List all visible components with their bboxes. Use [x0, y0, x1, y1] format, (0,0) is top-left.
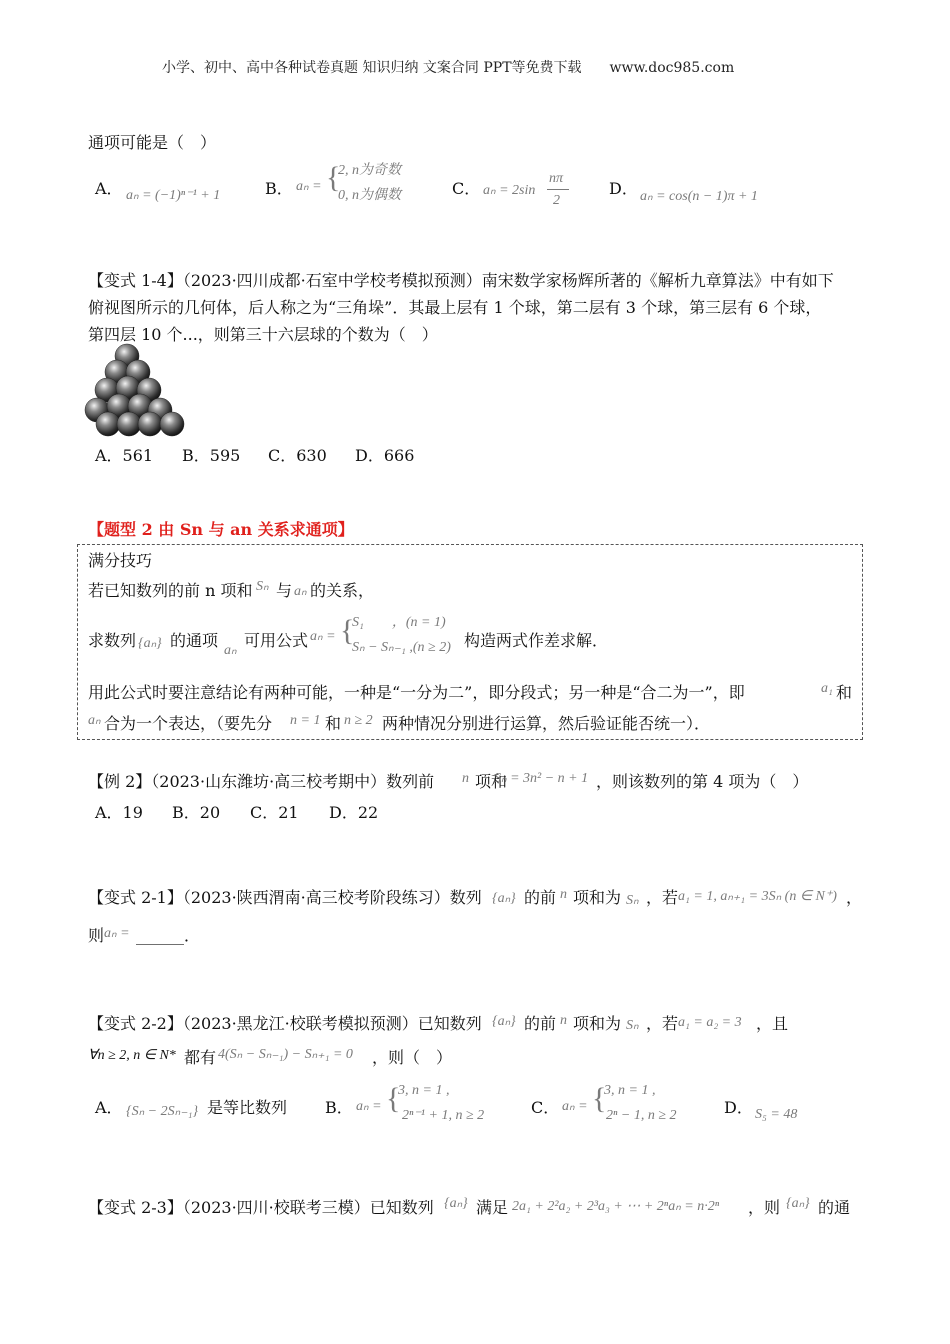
option-c-label: C．: [452, 179, 481, 198]
section-title: 【题型 2 由 Sn 与 an 关系求通项】: [88, 520, 354, 539]
tips-line4-and: 和: [325, 714, 342, 733]
option-b-label: B．: [265, 179, 293, 198]
tips-line2-formula-label: 可用公式: [244, 631, 309, 650]
variant-1-4-option-a: A．561: [95, 446, 154, 465]
variant-2-2-option-b-case2: 2ⁿ⁻¹ + 1, n ≥ 2: [402, 1108, 485, 1123]
variant-2-2-sn: Sₙ: [626, 1018, 639, 1033]
variant-2-2-have: 都有: [184, 1048, 217, 1067]
question-stem: 通项可能是（ ）: [88, 133, 217, 152]
variant-2-1-text3: 项和为: [573, 888, 622, 907]
option-c-lhs: aₙ = 2sin: [483, 183, 536, 198]
example-2-end: ，则该数列的第 4 项为（ ）: [596, 772, 809, 791]
variant-2-2-text3: 项和为: [573, 1014, 622, 1033]
brace-icon: {: [592, 1082, 607, 1115]
variant-2-3-text: 【变式 2-3】（2023·四川·校联考三模）已知数列: [88, 1198, 434, 1217]
variant-2-2-option-c-case1: 3, n = 1 ,: [604, 1083, 656, 1098]
variant-2-1-text: 【变式 2-1】（2023·陕西渭南·高三校考阶段练习）数列: [88, 888, 482, 907]
variant-1-4-option-d: D．666: [355, 446, 415, 465]
variant-2-2-option-d-label: D．: [724, 1098, 753, 1117]
variant-2-3-then: ，则: [748, 1198, 781, 1217]
variant-2-2-end: ，则（ ）: [372, 1048, 453, 1067]
variant-2-2-option-c-case2: 2ⁿ − 1, n ≥ 2: [606, 1108, 677, 1123]
variant-2-2-forall: ∀n ≥ 2, n ∈ N*: [88, 1048, 176, 1063]
variant-2-2-equation: 4(Sₙ − Sₙ₋₁) − Sₙ₊₁ = 0: [218, 1047, 353, 1062]
brace-icon: {: [340, 614, 355, 647]
variant-1-4-line2: 俯视图所示的几何体，后人称之为“三角垛”．其最上层有 1 个球，第二层有 3 个球，第三层有 6 个球，: [88, 298, 822, 317]
variant-2-2-n: n: [560, 1013, 567, 1028]
tips-line3-a1: a₁: [821, 681, 833, 696]
example-2-option-d: D．22: [329, 803, 379, 822]
option-d-formula: aₙ = cos(n − 1)π + 1: [640, 189, 758, 204]
tips-line4-n1: n = 1: [290, 713, 321, 728]
variant-2-2-text2: 的前: [524, 1014, 557, 1033]
variant-2-1-seq: {aₙ}: [492, 891, 516, 906]
tips-line1-end: 的关系，: [310, 581, 375, 600]
tips-formula-lhs: aₙ =: [310, 629, 336, 644]
variant-2-1-an: aₙ =: [104, 926, 130, 941]
example-2-formula: Sₙ = 3n² − n + 1: [494, 771, 589, 786]
tips-line1-an: aₙ: [294, 584, 307, 599]
variant-2-1-n: n: [560, 887, 567, 902]
option-c-denominator: 2: [553, 193, 560, 208]
variant-2-3-equation: 2a₁ + 2²a₂ + 2³a₃ + ⋯ + 2ⁿaₙ = n·2ⁿ: [512, 1199, 720, 1214]
tips-line3-and: 和: [836, 683, 853, 702]
tips-line1-text: 若已知数列的前 n 项和: [88, 581, 253, 600]
variant-2-1-text2: 的前: [524, 888, 557, 907]
example-2-text: 【例 2】（2023·山东潍坊·高三校考期中）数列前: [88, 772, 435, 791]
variant-2-1-blank: ______．: [136, 926, 201, 945]
page-header: 小学、初中、高中各种试卷真题 知识归纳 文案合同 PPT等免费下载 www.doc985.com: [162, 60, 735, 76]
variant-2-2-if: ，若: [646, 1014, 679, 1033]
brace-icon: {: [386, 1082, 401, 1115]
tips-line1-and: 与: [276, 581, 293, 600]
example-2-option-a: A．19: [95, 803, 143, 822]
tips-line2-text: 求数列: [88, 631, 137, 650]
variant-2-2-text: 【变式 2-2】（2023·黑龙江·校联考模拟预测）已知数列: [88, 1014, 482, 1033]
example-2-option-b: B．20: [172, 803, 221, 822]
option-b-case1: 2, n为奇数: [338, 163, 401, 178]
tips-line4-an: aₙ: [88, 713, 101, 728]
example-2-n: n: [462, 771, 469, 786]
option-a-label: A．: [95, 179, 123, 198]
variant-2-1-comma: ，: [846, 888, 863, 907]
variant-2-2-option-a-math: {Sₙ − 2Sₙ₋₁}: [126, 1104, 199, 1119]
variant-2-2-option-c-label: C．: [531, 1098, 560, 1117]
variant-2-2-option-b-label: B．: [325, 1098, 353, 1117]
variant-2-2-option-c-lhs: aₙ =: [562, 1099, 588, 1114]
tips-line2-an: aₙ: [224, 643, 237, 658]
tips-formula-case1: S₁ ，(n = 1): [352, 615, 446, 630]
option-a-formula: aₙ = (−1)ⁿ⁻¹ + 1: [126, 188, 221, 203]
brace-icon: {: [326, 161, 341, 194]
option-b-lhs: aₙ =: [296, 179, 322, 194]
variant-1-4-option-c: C．630: [268, 446, 327, 465]
variant-2-1-sn: Sₙ: [626, 893, 639, 908]
tips-line1-sn: Sₙ: [256, 579, 269, 594]
variant-2-2-option-b-lhs: aₙ =: [356, 1099, 382, 1114]
option-c-numerator: nπ: [549, 171, 564, 186]
tips-line4-end: 两种情况分别进行运算，然后验证能否统一）．: [382, 714, 711, 733]
variant-2-1-if: ，若: [646, 888, 679, 907]
tips-line2-general: 的通项: [170, 631, 219, 650]
tips-line2-seq: {aₙ}: [138, 636, 162, 651]
tips-formula-case2: Sₙ − Sₙ₋₁ ,(n ≥ 2): [352, 640, 451, 655]
variant-1-4-option-b: B．595: [182, 446, 241, 465]
variant-2-3-seq2: {aₙ}: [786, 1196, 810, 1211]
variant-2-2-condition: a₁ = a₂ = 3: [678, 1015, 742, 1030]
variant-2-2-seq: {aₙ}: [492, 1014, 516, 1029]
variant-2-2-and: ，且: [756, 1014, 789, 1033]
variant-2-2-option-a-text: 是等比数列: [207, 1098, 288, 1117]
option-b-case2: 0, n为偶数: [338, 188, 401, 203]
tips-line3-text: 用此公式时要注意结论有两种可能，一种是“一分为二”，即分段式；另一种是“合二为一”，即: [88, 683, 745, 702]
tips-line2-end: 构造两式作差求解．: [464, 631, 609, 650]
option-d-label: D．: [609, 179, 638, 198]
example-2-text2: 项和: [475, 772, 508, 791]
tips-title: 满分技巧: [88, 551, 153, 570]
variant-2-3-satisfy: 满足: [476, 1198, 509, 1217]
variant-2-3-end: 的通: [818, 1198, 851, 1217]
example-2-option-c: C．21: [250, 803, 299, 822]
variant-2-3-seq: {aₙ}: [444, 1196, 468, 1211]
variant-1-4-line1: 【变式 1-4】（2023·四川成都·石室中学校考模拟预测）南宋数学家杨辉所著的《解析九章算法》中有如下: [88, 271, 834, 290]
variant-2-2-option-d-math: S₅ = 48: [755, 1107, 798, 1122]
tips-line4-text: 合为一个表达，（要先分: [104, 714, 273, 733]
variant-2-2-option-a-label: A．: [95, 1098, 123, 1117]
triangular-ball-pile-image: [82, 340, 194, 440]
variant-2-2-option-b-case1: 3, n = 1 ,: [398, 1083, 450, 1098]
variant-1-4-line3: 第四层 10 个...，则第三十六层球的个数为（ ）: [88, 325, 438, 344]
tips-line4-n2: n ≥ 2: [344, 713, 373, 728]
variant-2-1-formula: a₁ = 1, aₙ₊₁ = 3Sₙ (n ∈ N⁺): [678, 889, 837, 904]
variant-2-1-then: 则: [88, 926, 105, 945]
